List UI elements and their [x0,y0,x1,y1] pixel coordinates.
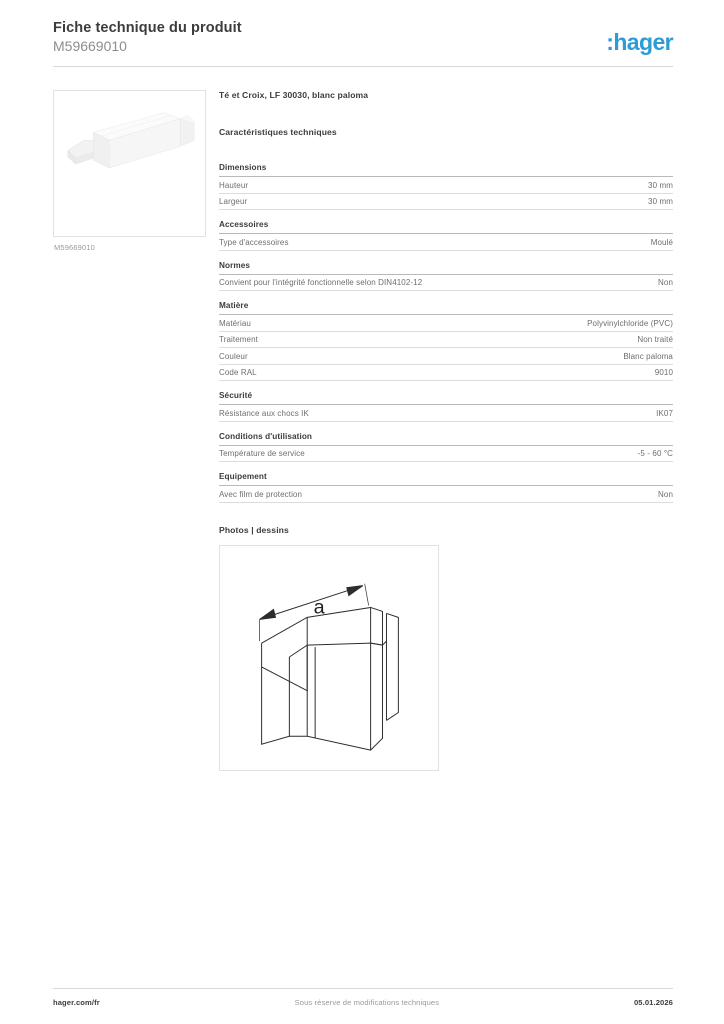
spec-group [219,472,673,503]
product-photo-image [54,91,205,236]
spec-group [219,301,673,381]
spec-group-title: Conditions d'utilisation [219,432,673,446]
spec-label: Convient pour l'intégrité fonctionnelle selon DIN4102-12 [219,278,423,287]
spec-row [219,348,673,365]
footer-divider [53,988,673,989]
footer-date: 05.01.2026 [633,998,673,1007]
spec-label: Résistance aux chocs IK [219,408,309,418]
spec-row [219,332,673,349]
spec-group [219,432,673,463]
spec-group-title: Sécurité [219,391,673,405]
spec-label: Largeur [219,197,248,206]
spec-label: Traitement [219,335,258,344]
photos-heading: Photos | dessins [219,524,289,535]
spec-value: Moulé [650,237,673,247]
footer-website[interactable]: hager.com/fr [53,998,100,1007]
spec-row [219,315,673,332]
spec-row [219,234,673,251]
spec-label: Hauteur [219,180,249,190]
spec-group-title: Normes [219,261,673,275]
spec-value: Non [658,489,673,499]
product-photo-caption: M59669010 [54,243,95,252]
product-name: Té et Croix, LF 30030, blanc paloma [219,90,369,100]
spec-group-title: Matière [219,301,673,315]
spec-value: Non [658,278,673,287]
footer-disclaimer: Sous réserve de modifications techniques [294,998,440,1007]
spec-group-title: Equipement [219,472,673,486]
spec-group-title: Dimensions [219,163,673,177]
tech-specs-heading: Caractéristiques techniques [219,127,337,137]
technical-drawing [219,545,439,771]
spec-row [219,275,673,292]
spec-value: 30 mm [648,180,673,190]
spec-label: Code RAL [219,368,257,377]
spec-row [219,194,673,211]
spec-value: Polyvinylchloride (PVC) [587,318,673,328]
spec-group [219,391,673,422]
spec-value: Non traité [637,335,673,344]
spec-value: 30 mm [648,197,673,206]
spec-table [219,163,673,503]
spec-label: Couleur [219,351,248,361]
spec-value: Blanc paloma [623,351,673,361]
product-photo [53,90,206,237]
spec-group [219,163,673,210]
product-reference: M59669010 [53,38,127,54]
technical-drawing-image [220,546,438,770]
spec-group [219,220,673,251]
spec-label: Matériau [219,318,251,328]
spec-row [219,486,673,503]
spec-row [219,177,673,194]
spec-value: IK07 [656,408,673,418]
spec-group [219,261,673,292]
page-footer [53,998,673,1007]
hager-logo: :hager [606,29,673,55]
main-content [219,90,673,771]
page-header [53,20,673,68]
header-divider [53,66,673,67]
spec-label: Température de service [219,449,305,458]
spec-group-title: Accessoires [219,220,673,234]
spec-label: Avec film de protection [219,489,303,499]
spec-row [219,405,673,422]
page-title: Fiche technique du produit [53,20,242,36]
spec-value: -5 - 60 °C [637,449,673,458]
dimension-label-a: a [313,595,325,618]
spec-row [219,446,673,463]
spec-row [219,365,673,382]
spec-label: Type d'accessoires [219,237,289,247]
spec-value: 9010 [654,368,673,377]
